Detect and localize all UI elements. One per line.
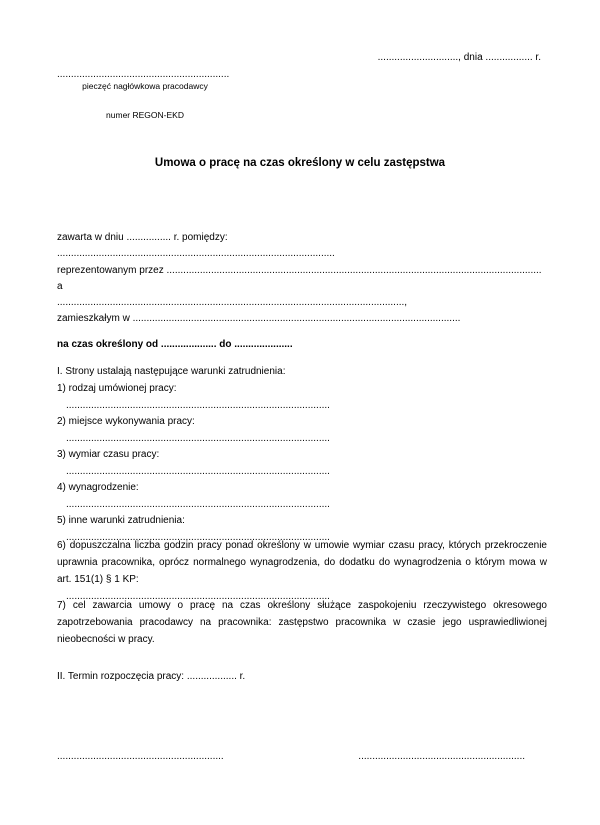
- regon-label: numer REGON-EKD: [106, 110, 184, 120]
- item-label: 1) rodzaj umówionej pracy:: [57, 383, 177, 394]
- signature-row: [57, 751, 525, 762]
- list-item: [57, 414, 550, 447]
- list-item: [57, 480, 550, 513]
- item-label: 5) inne warunki zatrudnienia:: [57, 515, 185, 526]
- intro-line-1: zawarta w dniu ................ r. pomiędzy:: [57, 232, 228, 243]
- item-fill-line: ...............................................................................................: [66, 399, 330, 411]
- intro-line-4: zamieszkałym w ......................................................................................................................: [57, 313, 461, 325]
- list-item: [57, 447, 550, 480]
- intro-fill-line-1: ....................................................................................................: [57, 248, 335, 260]
- stamp-caption: pieczęć nagłówkowa pracodawcy: [82, 81, 208, 91]
- signature-line-right: ............................................................: [358, 751, 525, 762]
- list-item: [57, 381, 550, 414]
- employer-stamp-block: [57, 69, 233, 120]
- date-line: ............................., dnia ................. r.: [377, 52, 541, 63]
- intro-block: [57, 230, 550, 328]
- item-label: 2) miejsce wykonywania pracy:: [57, 416, 195, 427]
- item-fill-line: ...............................................................................................: [66, 531, 330, 543]
- signature-line-left: ............................................................: [57, 751, 224, 762]
- item-fill-line: ...............................................................................................: [66, 498, 330, 510]
- intro-line-2: reprezentowanym przez .......................................................................................................................................: [57, 264, 542, 276]
- item-label: 3) wymiar czasu pracy:: [57, 449, 160, 460]
- section1-heading: I. Strony ustalają następujące warunki zatrudnienia:: [57, 366, 286, 377]
- clause-6-text: 6) dopuszczalna liczba godzin pracy ponad określony w umowie wymiar czasu pracy, których przekroczenie uprawnia pracownika, oprócz normalnego wynagrodzenia, do dodatku do wynagrodzenia o którym mowa w art. 151(1) § 1 KP:: [57, 540, 547, 586]
- clause-6-fill-line: ...............................................................................................: [66, 590, 330, 602]
- term-line: na czas określony od .................... do .....................: [57, 339, 293, 350]
- stamp-fill-line: ..............................................................: [57, 69, 230, 80]
- item-label: 4) wynagrodzenie:: [57, 482, 139, 493]
- section2-line: II. Termin rozpoczęcia pracy: .................. r.: [57, 671, 246, 682]
- section1-items: [57, 381, 550, 546]
- intro-line-3: a: [57, 280, 63, 292]
- clause-6: [57, 537, 547, 602]
- clause-7-text: 7) cel zawarcia umowy o pracę na czas określony służące zaspokojeniu rzeczywistego okresowego zapotrzebowania pracodawcy na pracownika: zastępstwo pracownika w czasie jego usprawiedliwionej nieobecności w pracy.: [57, 600, 547, 646]
- intro-fill-line-2: .............................................................................................................................,: [57, 297, 408, 309]
- document-title: Umowa o pracę na czas określony w celu zastępstwa: [154, 157, 446, 169]
- item-fill-line: ...............................................................................................: [66, 465, 330, 477]
- item-fill-line: ...............................................................................................: [66, 432, 330, 444]
